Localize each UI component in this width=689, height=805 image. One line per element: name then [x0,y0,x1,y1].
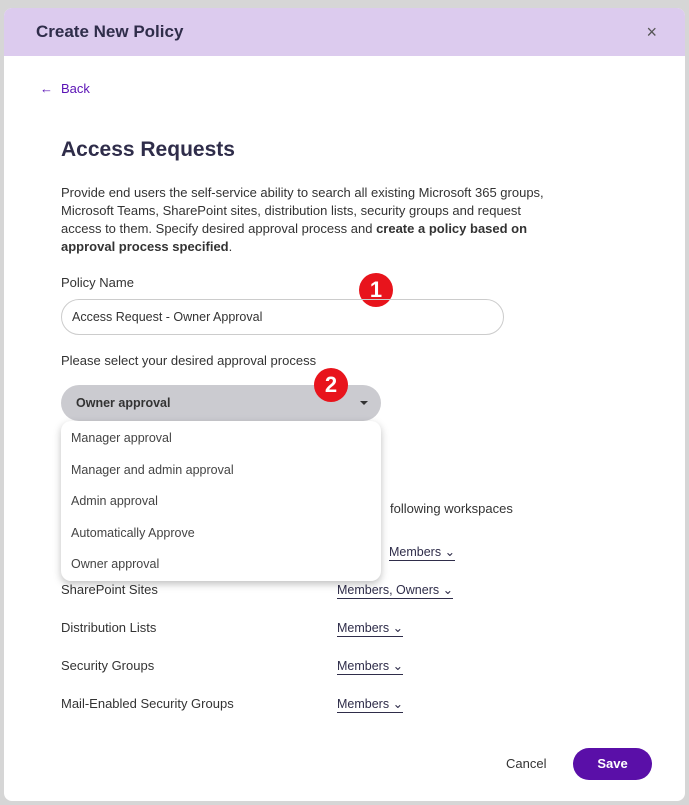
option-manager-admin-approval[interactable]: Manager and admin approval [71,462,234,477]
cancel-button[interactable]: Cancel [506,756,547,771]
arrow-left-icon: ← [40,81,53,96]
dialog-header [4,8,685,56]
selected-value: Owner approval [76,396,171,410]
workspace-row: Security Groups Members ⌄ [61,658,404,673]
description: Provide end users the self-service ability to search all existing Microsoft 365 groups, Microsoft Teams, SharePoint sites, distribution lists, security groups and request access to them. Specify desired approval process and create a policy based on approval process specified. [61,185,544,254]
option-admin-approval[interactable]: Admin approval [71,494,158,509]
step-badge-2: 2 [314,368,348,402]
option-owner-approval[interactable]: Owner approval [71,557,160,572]
option-automatically-approve[interactable]: Automatically Approve [71,525,195,540]
step-badge-1: 1 [359,273,393,307]
back-label: Back [61,81,90,96]
back-link[interactable] [40,81,90,96]
role-select[interactable]: Members ⌄ [389,545,456,559]
approval-dropdown-menu [61,421,381,581]
policy-name-label: Policy Name [61,275,134,290]
create-policy-dialog [4,8,685,801]
option-manager-approval[interactable]: Manager approval [71,431,172,445]
role-select[interactable]: Members, Owners ⌄ [337,583,454,597]
policy-name-input[interactable]: Access Request - Owner Approval [61,299,504,335]
role-select[interactable]: Members ⌄ [337,697,404,711]
workspace-row: Mail-Enabled Security Groups Members ⌄ [61,696,404,711]
save-button[interactable]: Save [573,748,652,780]
caret-down-icon [360,401,368,409]
role-select[interactable]: Members ⌄ [337,659,404,673]
workspaces-label: following workspaces [390,501,513,516]
page-title: Access Requests [61,138,235,161]
close-icon[interactable]: × [646,21,657,42]
dialog-title: Create New Policy [36,22,184,41]
approval-process-label: Please select your desired approval process [61,353,317,368]
workspace-row: Distribution Lists Members ⌄ [61,620,404,635]
role-select[interactable]: Members ⌄ [337,621,404,635]
workspace-row: SharePoint Sites Members, Owners ⌄ [61,582,454,597]
